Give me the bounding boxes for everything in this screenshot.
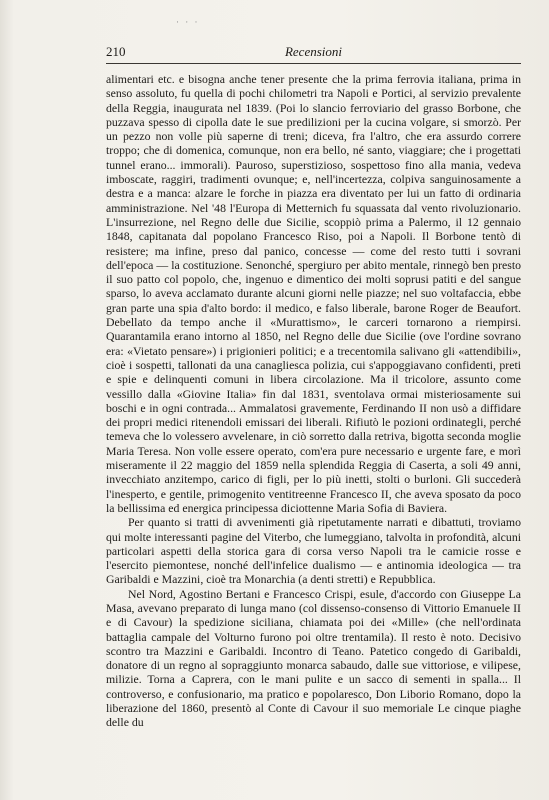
paragraph-3: Nel Nord, Agostino Bertani e Francesco Crispi, esule, d'accordo con Giuseppe La Masa, avevano preparato di lunga mano (col dissenso-consenso di Vittorio Emanuele II e di Cavour) la spedizione siciliana, chiamata poi dei «Mille» (che nell'ordinata battaglia campale del Volturno furono poi oltre trentamila). Il resto è noto. Decisivo scontro tra Mazzini e Garibaldi. Incontro di Teano. Patetico congedo di Garibaldi, donatore di un regno al sopraggiunto monarca sabaudo, dalle sue vittoriose, e vilipese, milizie. Torna a Caprera, con le mani pulite e un sacco di sementi in spalla... Il controverso, e confusionario, ma pratico e popolaresco, Don Liborio Romano, dopo la liberazione del 1860, presentò al Conte di Cavour il suo memoriale Le cinque piaghe delle du	[106, 586, 521, 730]
paragraph-1: alimentari etc. e bisogna anche tener presente che la prima ferrovia italiana, prima in senso assoluto, fu quella di pochi chilometri tra Napoli e Portici, al servizio prevalente della Reggia, inaugurata nel 1839. (Poi lo slancio ferroviario del grasso Borbone, che puzzava spesso di cipolla date le sue predilizioni per la cucina volgare, si smorzò. Per un pezzo non volle più saperne di treni; diceva, fra l'altro, che era assurdo correre troppo; che di domenica, comunque, non era bello, né santo, viaggiare; che i progettati tunnel erano... immorali). Pauroso, superstizioso, sospettoso fino alla mania, vedeva imboscate, raggiri, tradimenti ovunque; e, nell'incertezza, colpiva sanguinosamente a destra e a manca: alzare le forche in piazza era diventato per lui un fatto di ordinaria amministrazione. Nel '48 l'Europa di Metternich fu squassata dal vento rivoluzionario. L'insurrezione, nel Regno delle due Sicilie, scoppiò prima a Palermo, il 12 gennaio 1848, capitanata dal popolano Francesco Riso, poi a Napoli. Il Borbone tentò di resistere; ma infine, preso dal panico, concesse — come del resto tutti i sovrani dell'epoca — la costituzione. Senonché, spergiuro per abito mentale, rinnegò ben presto il suo patto col popolo, che, ingenuo e dimentico dei molti soprusi patiti e del sangue sparso, lo aveva acclamato durante alcuni giorni nelle piazze; nel suo voltafaccia, ebbe gran parte una spia d'alto bordo: il medico, e falso liberale, barone Roger de Beaufort. Debellato da tempo anche il «Murattismo», le carceri tornarono a riempirsi. Quarantamila erano intorno al 1850, nel Regno delle due Sicilie (ove l'ordine sovrano era: «Vietato pensare») i prigionieri politici; e a trecentomila salivano gli «attendibili», cioè i sospetti, tallonati da una canagliesca polizia, cui s'appoggiavano confidenti, preti e spie e delinquenti comuni in libera circolazione. Ma il tricolore, assunto come vessillo dalla «Giovine Italia» fin dal 1831, sventolava ormai misteriosamente sui boschi e in ogni contrada... Ammalatosi gravemente, Ferdinando II non usò a diffidare dei propri medici ritenendoli emissari dei liberali. Rifiutò le pozioni ordinategli, perché temeva che lo volessero avvelenare, in ciò sorretto dalla retriva, bigotta seconda moglie Maria Teresa. Non volle essere operato, com'era pure necessario e urgente fare, e morì miseramente il 22 maggio del 1859 nella splendida Reggia di Caserta, a soli 49 anni, invecchiato anzitempo, carico di figli, per lo più inetti, stolti o burloni. Gli succederà l'inesperto, e gentile, primogenito ventitreenne Francesco II, che aveva sposato da poco la bellissima ed energica principessa diciottenne Maria Sofia di Baviera.	[106, 72, 521, 515]
page-number: 210	[106, 44, 126, 59]
paragraph-2: Per quanto si tratti di avvenimenti già ripetutamente narrati e dibattuti, troviamo qui molte interessanti pagine del Viterbo, che lumeggiano, talvolta in profondità, alcuni particolari aspetti della storica gara di corsa verso Napoli tra le camicie rosse e l'esercito piemontese, nonché dell'infelice dualismo — e antinomia ideologica — tra Garibaldi e Mazzini, cioè tra Monarchia (a denti stretti) e Repubblica.	[106, 515, 521, 587]
running-title: Recensioni	[284, 44, 343, 59]
body-text	[106, 72, 521, 730]
page-header	[106, 44, 521, 64]
header-rule	[106, 63, 521, 64]
scan-marks: · · ·	[176, 17, 200, 27]
